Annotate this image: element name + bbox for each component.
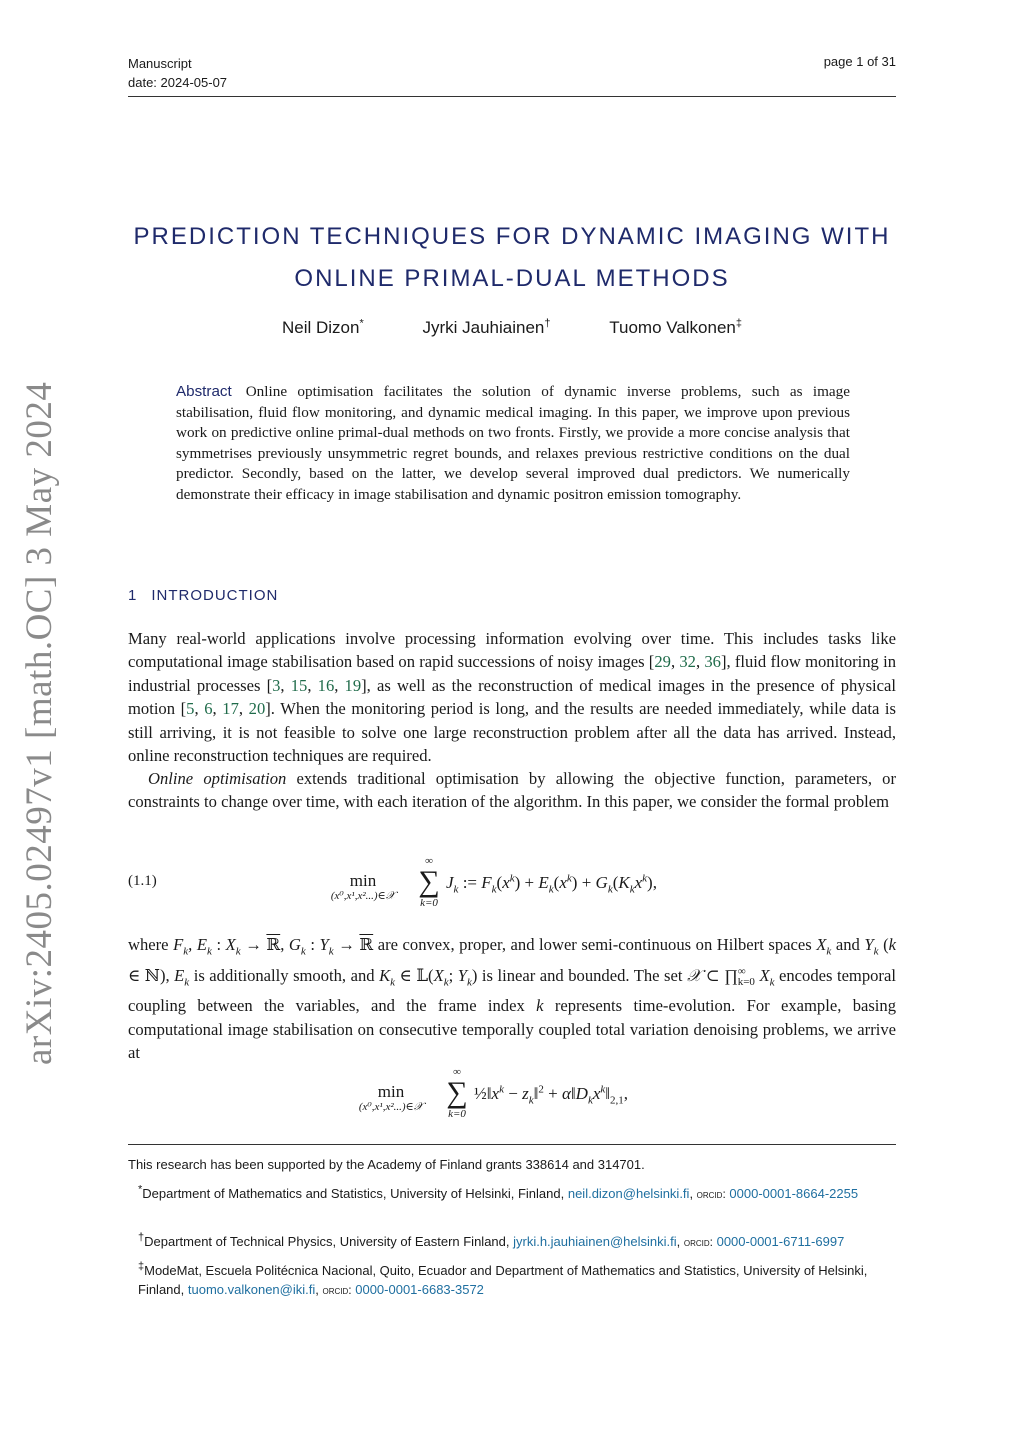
equation-number: (1.1) [128, 873, 157, 889]
email-link[interactable]: tuomo.valkonen@iki.fi [187, 1282, 316, 1297]
citation-link[interactable]: 6 [204, 699, 213, 719]
sum-lower: k=0 [420, 897, 438, 909]
author: Jyrki Jauhiainen† [422, 317, 551, 337]
equation-1-1 [318, 855, 738, 915]
min-subscript: (x⁰,x¹,x²...)∈𝒳 [358, 1101, 424, 1113]
email-link[interactable]: neil.dizon@helsinki.fi [567, 1186, 690, 1201]
citation-link[interactable]: 29 [654, 652, 671, 672]
section-number: 1 [128, 587, 138, 604]
equation-body: $J_k$ := $F_k(x^k) + E_k(x^k) + G_k(K_kx^k)$, [446, 872, 657, 896]
intro-paragraph-3: where $F_k$, $E_k$ : $X_k$ → ℝ, $G_k$ : $Y_k$ → ℝ are convex, proper, and lower semi-continuous on Hilbert spaces $X_k$ and $Y_k$ (k ∈ ℕ), $E_k$ is additionally smooth, and $K_k$ ∈ $𝕃(X_k$; $Y_k$) is linear and bounded. The set 𝒳 ⊂ $\prod^\infty_{k=0}$ $X_k$ encodes temporal coupling between the variables, and the frame index k represents time-evolution. For example, basing computational image stabilisation on consecutive temporally coupled total variation denoising problems, we arrive at [128, 935, 897, 1063]
running-header [128, 54, 227, 92]
intro-paragraph-1: Many real-world applications involve processing information evolving over time. This includes tasks like computational image stabilisation based on rapid successions of noisy images [29, 32, 36], fluid flow monitoring in industrial processes [3, 15, 16, 19], as well as the reconstruction of medical images in the presence of physical motion [5, 6, 17, 20]. When the monitoring period is long, and the results are needed immediately, while data is still arriving, it is not feasible to solve one large reconstruction problem after all the data has arrived. Instead, online reconstruction techniques are required. [128, 629, 897, 766]
affiliation-footnote: *Department of Mathematics and Statistics, University of Helsinki, Finland, neil.dizon@helsinki.fi, orcid: 0000-0001-8664-2255 [138, 1183, 859, 1201]
citation-link[interactable]: 19 [344, 675, 362, 695]
affiliation-footnote: †Department of Technical Physics, University of Eastern Finland, jyrki.h.jauhiainen@helsinki.fi, orcid: 0000-0001-6711-6997 [138, 1231, 845, 1249]
min-operator: min [349, 871, 377, 890]
min-operator: min [377, 1082, 405, 1101]
email-link[interactable]: jyrki.h.jauhiainen@helsinki.fi [513, 1234, 677, 1249]
citation-link[interactable]: 16 [317, 675, 335, 695]
paper-title [128, 216, 896, 300]
sum-symbol: ∑ [418, 865, 440, 898]
citation-link[interactable]: 20 [248, 699, 266, 719]
author: Neil Dizon* [281, 317, 364, 337]
citation-link[interactable]: 32 [679, 652, 696, 672]
citation-link[interactable]: 36 [704, 652, 721, 672]
citation-link[interactable]: 5 [186, 699, 195, 719]
intro-paragraph-2: Online optimisation extends traditional optimisation by allowing the objective function, parameters, or constraints to change over time, with each iteration of the algorithm. In this paper, we consider the formal problem [128, 769, 896, 812]
orcid-link[interactable]: 0000-0001-6711-6997 [716, 1234, 845, 1249]
sum-lower: k=0 [448, 1108, 466, 1120]
sum-symbol: ∑ [446, 1076, 468, 1109]
orcid-link[interactable]: 0000-0001-8664-2255 [729, 1186, 859, 1201]
orcid-link[interactable]: 0000-0001-6683-3572 [355, 1282, 484, 1297]
equation-tv-denoising [346, 1066, 746, 1126]
min-subscript: (x⁰,x¹,x²...)∈𝒳 [330, 890, 396, 902]
abstract [176, 382, 850, 506]
abstract-label: Abstract [176, 383, 232, 400]
title-line-2: ONLINE PRIMAL-DUAL METHODS [294, 265, 730, 292]
page-number: page 1 of 31 [823, 54, 896, 69]
title-line-1: PREDICTION TECHNIQUES FOR DYNAMIC IMAGING WITH [133, 223, 891, 250]
author-list [128, 318, 896, 338]
date-label: date: 2024-05-07 [128, 75, 228, 90]
citation-link[interactable]: 15 [290, 675, 308, 695]
section-title: INTRODUCTION [151, 587, 279, 604]
abstract-text: Online optimisation facilitates the solution of dynamic inverse problems, such as image stabilisation, fluid flow monitoring, and dynamic medical imaging. In this paper, we improve upon previous work on predictive online primal-dual methods on two fronts. Firstly, we provide a more concise analysis that symmetrises previously unsymmetric regret bounds, and relaxes previous restrictive conditions on the dual predictor. Secondly, based on the latter, we develop several improved dual predictors. We numerically demonstrate their efficacy in image stabilisation and dynamic positron emission tomography. [176, 383, 850, 503]
equation-body: $\frac{1}{2}‖x^k$ − $z_k‖^2$ + $\alpha‖D_kx^k‖_{2,1}$, [474, 1083, 629, 1107]
funding-note: This research has been supported by the Academy of Finland grants 338614 and 314701. [128, 1157, 645, 1172]
arxiv-stamp: arXiv:2405.02497v1 [math.OC] 3 May 2024 [19, 381, 60, 1065]
header-rule [128, 96, 896, 97]
sum-upper: ∞ [425, 855, 433, 867]
citation-link[interactable]: 3 [272, 675, 281, 695]
section-heading [128, 587, 278, 604]
author: Tuomo Valkonen‡ [609, 317, 743, 337]
citation-link[interactable]: 17 [222, 699, 239, 719]
footnote-rule [128, 1144, 896, 1145]
affiliation-footnote: ‡ModeMat, Escuela Politécnica Nacional, Quito, Ecuador and Department of Mathematics and Statistics, University of Helsinki, Finland, tuomo.valkonen@iki.fi, orcid: 0000-0001-6683-3572 [138, 1260, 868, 1297]
sum-upper: ∞ [453, 1066, 461, 1078]
manuscript-label: Manuscript [128, 56, 192, 71]
